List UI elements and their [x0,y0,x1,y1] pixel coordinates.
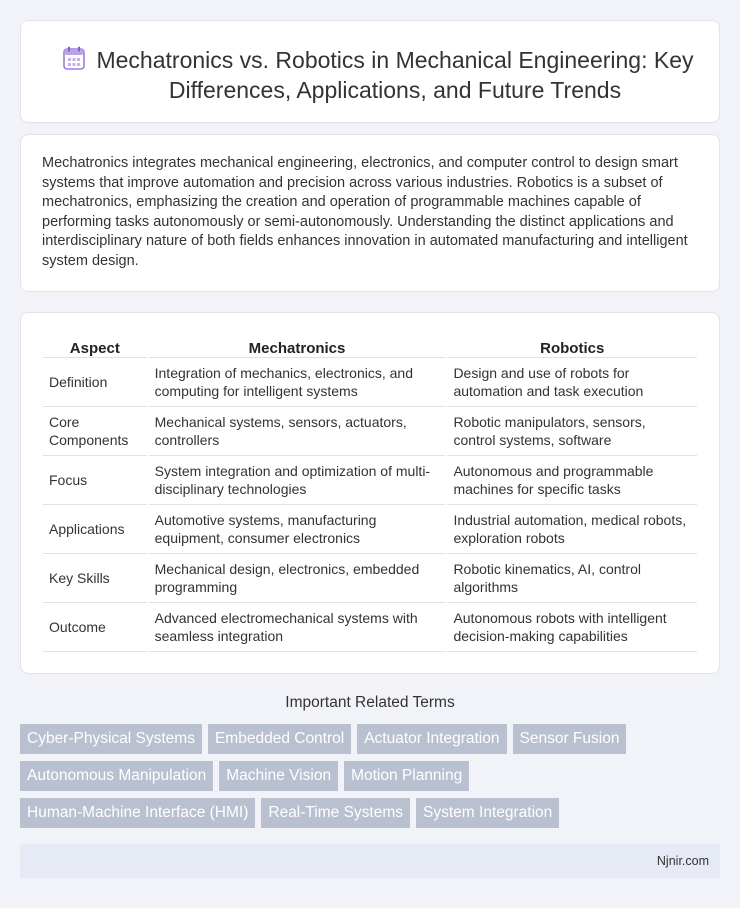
cell-robotics: Design and use of robots for automation and task execution [447,358,697,407]
cell-aspect: Outcome [43,603,147,652]
table-header-row [43,335,697,358]
table-row [43,456,697,505]
tag-motion-planning[interactable]: Motion Planning [344,761,469,791]
cell-mechatronics: Mechanical systems, sensors, actuators, controllers [149,407,446,456]
tag-row [20,761,720,791]
intro-paragraph: Mechatronics integrates mechanical engineering, electronics, and computer control to design smart systems that improve automation and precision across various industries. Robotics is a subset of mechatronics, emphasizing the creation and operation of programmable machines capable of performing tasks autonomously or semi-autonomously. Understanding the distinct applications and interdisciplinary nature of both fields enhances innovation in automated manufacturing and intelligent system design. [42,155,688,269]
header-robotics: Robotics [447,335,697,358]
cell-aspect: Applications [43,505,147,554]
cell-mechatronics: Automotive systems, manufacturing equipment, consumer electronics [149,505,446,554]
cell-aspect: Definition [43,358,147,407]
tag-embedded-control[interactable]: Embedded Control [208,724,351,754]
tag-machine-vision[interactable]: Machine Vision [219,761,338,791]
cell-robotics: Robotic manipulators, sensors, control systems, software [447,407,697,456]
cell-robotics: Industrial automation, medical robots, exploration robots [447,505,697,554]
tag-system-integration[interactable]: System Integration [416,798,559,828]
cell-aspect: Core Components [43,407,147,456]
tag-cyber-physical-systems[interactable]: Cyber-Physical Systems [20,724,202,754]
intro-card [20,134,720,292]
tag-actuator-integration[interactable]: Actuator Integration [357,724,506,754]
cell-robotics: Autonomous robots with intelligent decision-making capabilities [447,603,697,652]
table-row [43,505,697,554]
cell-robotics: Robotic kinematics, AI, control algorithms [447,554,697,603]
header-card [20,20,720,123]
tag-row [20,724,720,754]
page-title: Mechatronics vs. Robotics in Mechanical Engineering: Key Differences, Applications, and Future Trends [96,47,694,103]
cell-mechatronics: Mechanical design, electronics, embedded programming [149,554,446,603]
related-terms-list [20,724,720,835]
header-mechatronics: Mechatronics [149,335,446,358]
header-aspect: Aspect [43,335,147,358]
related-terms-heading: Important Related Terms [285,694,455,711]
comparison-table [41,335,699,652]
cell-aspect: Focus [43,456,147,505]
footer-site-name[interactable]: Njnir.com [656,854,709,868]
tag-autonomous-manipulation[interactable]: Autonomous Manipulation [20,761,213,791]
tag-sensor-fusion[interactable]: Sensor Fusion [513,724,627,754]
cell-mechatronics: Integration of mechanics, electronics, and computing for intelligent systems [149,358,446,407]
cell-robotics: Autonomous and programmable machines for specific tasks [447,456,697,505]
tag-row [20,798,720,828]
table-row [43,358,697,407]
table-row [43,407,697,456]
table-row [43,554,697,603]
tag-human-machine-interface[interactable]: Human-Machine Interface (HMI) [20,798,255,828]
footer [20,844,720,878]
cell-mechatronics: System integration and optimization of multi-disciplinary technologies [149,456,446,505]
tag-real-time-systems[interactable]: Real-Time Systems [261,798,410,828]
comparison-table-card [20,312,720,674]
cell-mechatronics: Advanced electromechanical systems with seamless integration [149,603,446,652]
cell-aspect: Key Skills [43,554,147,603]
table-row [43,603,697,652]
